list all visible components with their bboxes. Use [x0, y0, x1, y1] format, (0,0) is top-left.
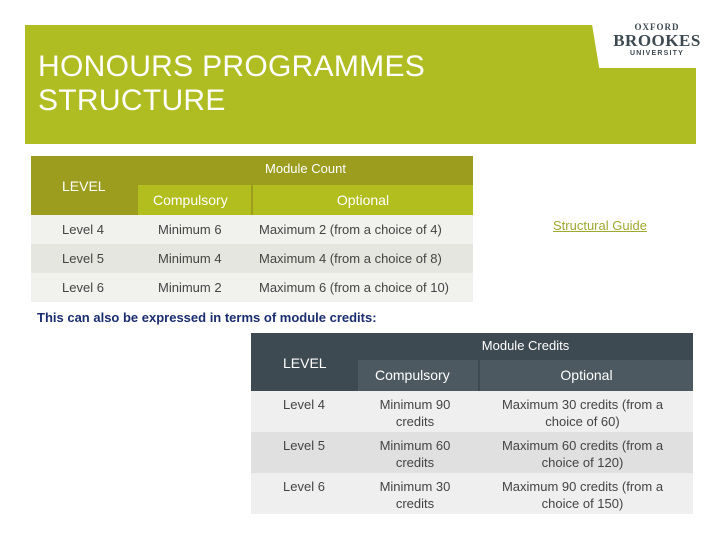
- level-cell: Level 5: [283, 438, 325, 453]
- table2-level-header: LEVEL: [283, 355, 327, 371]
- optional-line-2: choice of 60): [545, 414, 620, 429]
- compulsory-line-2: credits: [395, 496, 435, 511]
- compulsory-cell: Minimum 4: [158, 251, 222, 266]
- compulsory-cell: [358, 396, 472, 430]
- table1-level-header: LEVEL: [62, 178, 106, 194]
- level-cell: Level 4: [283, 397, 325, 412]
- logo-line-2: BROOKES: [613, 31, 701, 50]
- table1-optional-header: Optional: [336, 192, 390, 208]
- optional-cell: Maximum 2 (from a choice of 4): [259, 222, 442, 237]
- optional-cell: Maximum 6 (from a choice of 10): [259, 280, 450, 295]
- compulsory-line-1: Minimum 90: [379, 397, 451, 412]
- compulsory-cell: Minimum 2: [158, 280, 222, 295]
- table2-group-header: Module Credits: [481, 338, 570, 353]
- level-cell: Level 5: [62, 251, 104, 266]
- table1-compulsory-header: Compulsory: [153, 192, 228, 208]
- optional-line-1: Maximum 90 credits (from a: [501, 479, 664, 494]
- compulsory-line-1: Minimum 30: [379, 479, 451, 494]
- compulsory-line-2: credits: [395, 455, 435, 470]
- level-cell: Level 6: [62, 280, 104, 295]
- optional-line-1: Maximum 30 credits (from a: [501, 397, 664, 412]
- compulsory-cell: [358, 437, 472, 471]
- optional-cell: [480, 396, 685, 430]
- compulsory-cell: [358, 478, 472, 512]
- table-row: [251, 432, 693, 473]
- university-logo: [612, 22, 702, 58]
- table2-compulsory-header: Compulsory: [375, 367, 450, 383]
- optional-cell: [480, 478, 685, 512]
- table-row: [31, 273, 473, 302]
- compulsory-cell: Minimum 6: [158, 222, 222, 237]
- table-row: [31, 215, 473, 244]
- title-line-2: STRUCTURE: [38, 84, 226, 117]
- table1-group-header: Module Count: [265, 161, 346, 176]
- optional-line-2: choice of 150): [541, 496, 624, 511]
- optional-cell: [480, 437, 685, 471]
- optional-cell: Maximum 4 (from a choice of 8): [259, 251, 442, 266]
- level-cell: Level 4: [62, 222, 104, 237]
- table-row: [31, 244, 473, 273]
- optional-line-2: choice of 120): [541, 455, 624, 470]
- logo-line-3: UNIVERSITY: [629, 50, 684, 57]
- table-row: [251, 391, 693, 432]
- compulsory-line-1: Minimum 60: [379, 438, 451, 453]
- title-line-1: HONOURS PROGRAMMES: [38, 50, 426, 83]
- optional-line-1: Maximum 60 credits (from a: [501, 438, 664, 453]
- compulsory-line-2: credits: [395, 414, 435, 429]
- structural-guide-link[interactable]: Structural Guide: [553, 218, 647, 233]
- table-row: [251, 473, 693, 514]
- level-cell: Level 6: [283, 479, 325, 494]
- page-title: [38, 50, 498, 118]
- credits-note: This can also be expressed in terms of module credits:: [37, 310, 377, 325]
- logo-line-1: OXFORD: [634, 22, 680, 32]
- table2-optional-header: Optional: [560, 367, 613, 383]
